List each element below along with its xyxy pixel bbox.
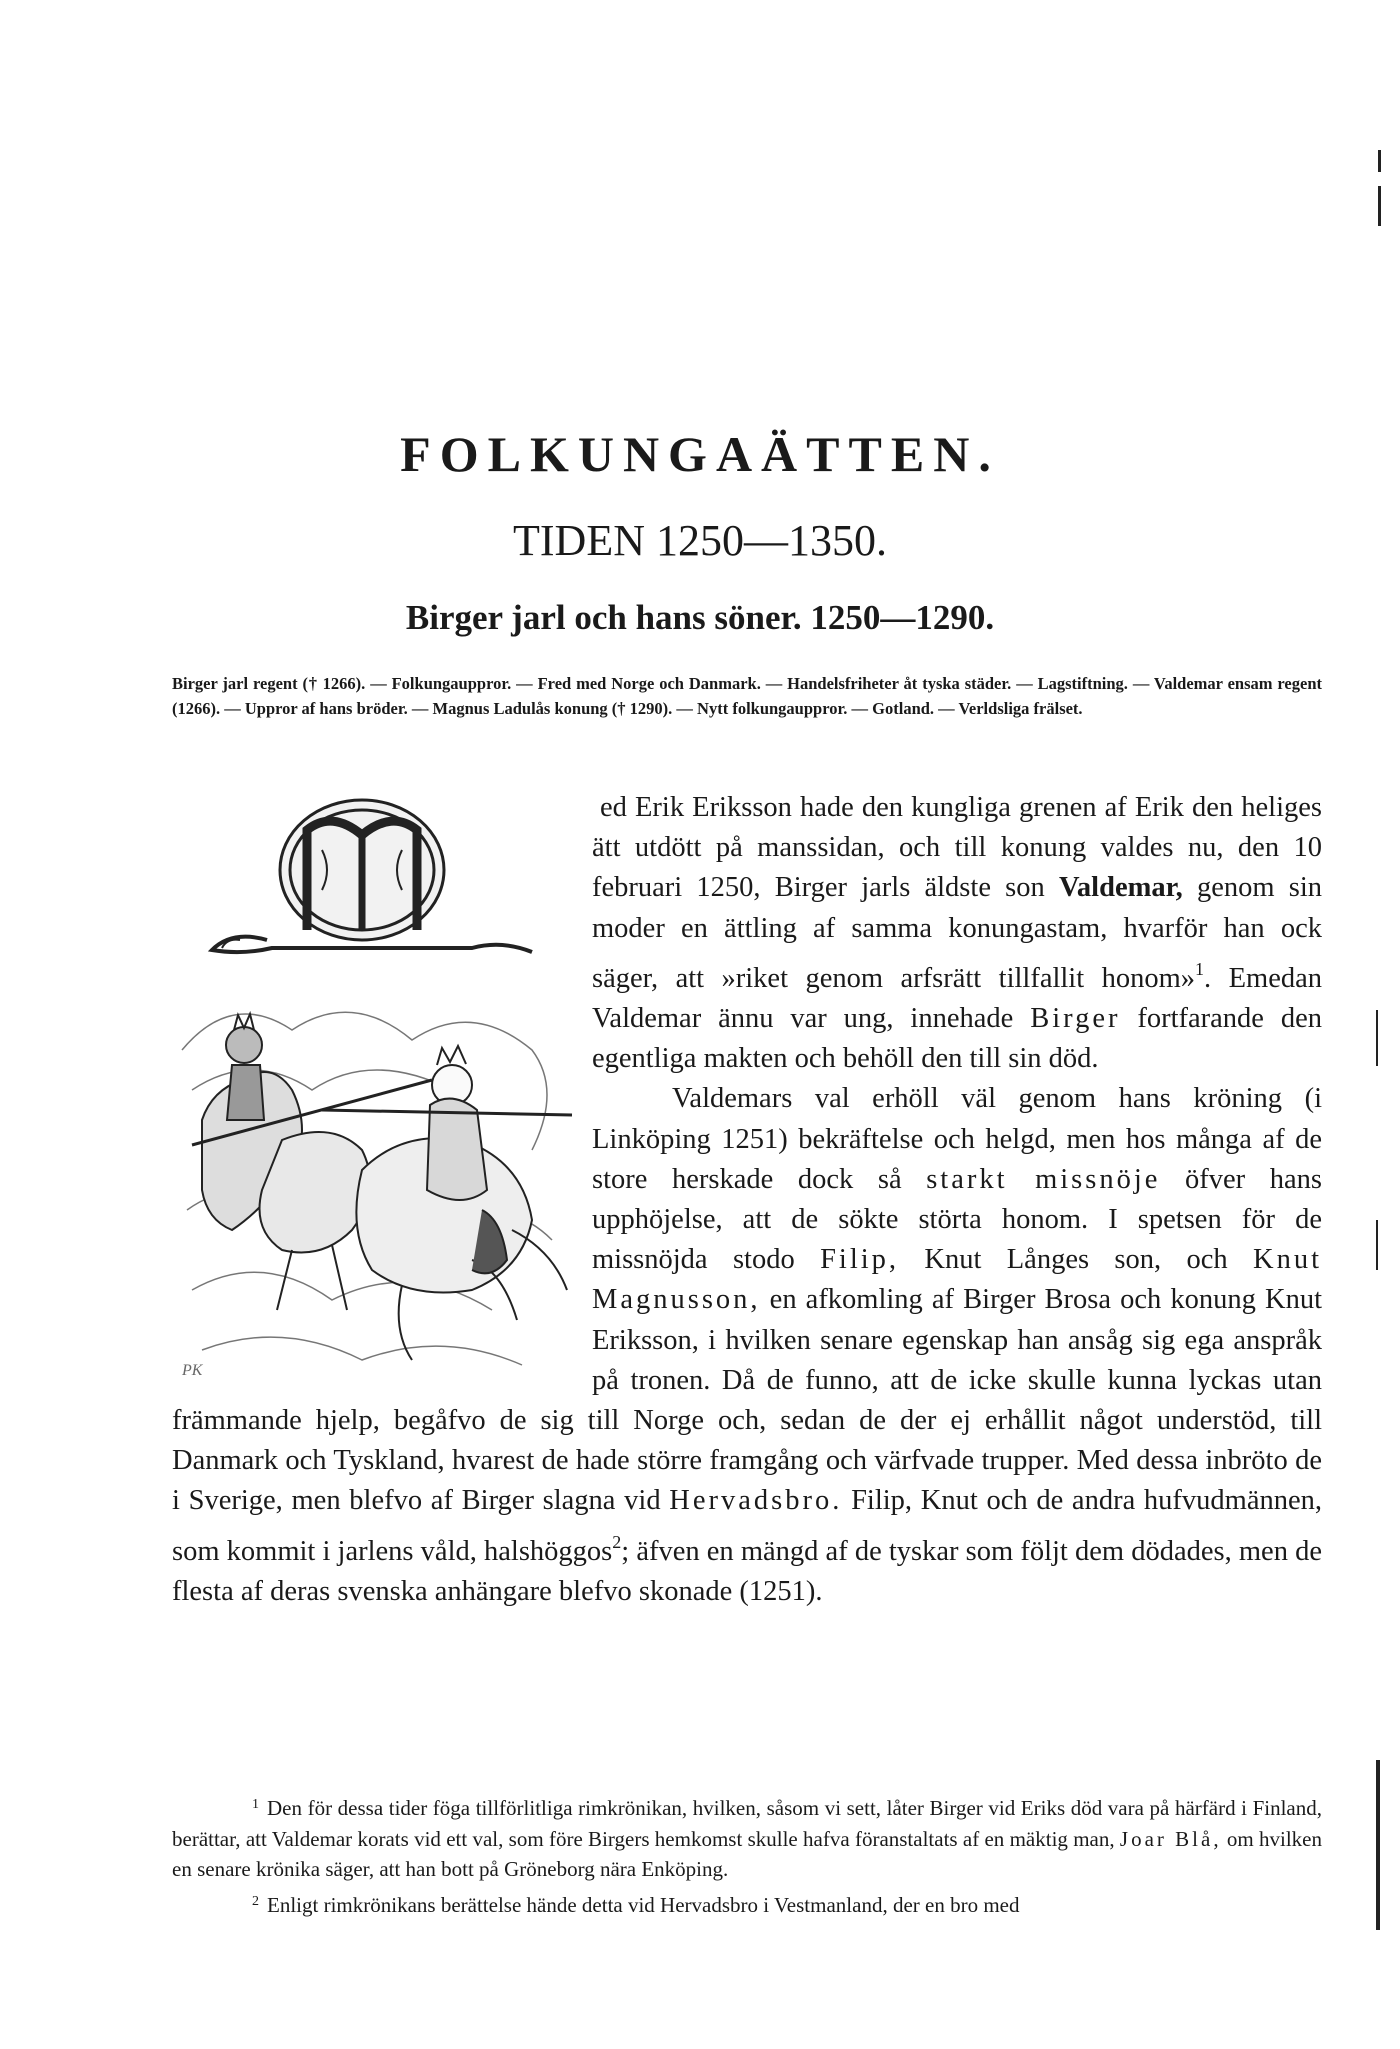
illustration-float-space (172, 788, 592, 1391)
chapter-title: FOLKUNGAÄTTEN. (400, 426, 1000, 482)
section-summary: Birger jarl regent († 1266). — Folkungauppror. — Fred med Norge och Danmark. — Handelsfriheter åt tyska städer. — Lagstiftning. — Valdemar ensam regent (1266). — Uppror af hans bröder. — Magnus Ladulås konung († 1290). — Nytt folkungauppror. — Gotland. — Verldsliga frälset. (172, 674, 1322, 718)
footnote-2-mark: 2 (252, 1893, 259, 1909)
text-run: öfver hans upphöjelse, att de sökte störta honom. I spetsen för de missnöjda stodo (592, 1163, 1322, 1276)
name-knut-magnusson: Knut Magnusson, (592, 1244, 1322, 1316)
chapter-subtitle: TIDEN 1250—1350. (513, 516, 887, 565)
text-run: Enligt rimkrönikans berättelse hände detta vid Hervadsbro i Vestmanland, der en bro med (267, 1892, 1020, 1917)
footnote-ref-2[interactable]: 2 (612, 1531, 622, 1552)
artist-signature: PK (182, 1362, 203, 1379)
text-run: genom sin moder en ättling af samma konungastam, hvarför han ock säger, att »riket genom arfsrätt tillfallit honom» (592, 872, 1322, 994)
name-filip: Filip, (820, 1244, 900, 1276)
footnote-1-mark: 1 (252, 1797, 259, 1812)
main-text (172, 788, 1322, 1612)
text-run: fortfarande den egentliga makten och behöll den till sin död. (592, 1003, 1322, 1075)
text-run: Filip, Knut och de andra hufvudmännen, som kommit i jarlens våld, halshöggos (172, 1485, 1323, 1567)
text-run: Den för dessa tider föga tillförlitliga rimkrönikan, hvilken, såsom vi sett, låter Birger vid Eriks död vara på härfärd i Finland, berättar, att Valdemar korats vid ett val, som före Birgers hemkomst skulle hafva föranstaltats af en mäktig man, (172, 1796, 1322, 1851)
scan-edge-mark-top-2 (1378, 186, 1381, 226)
text-run: . Emedan Valdemar ännu var ung, innehade (592, 962, 1322, 1035)
scan-edge-mark-top (1378, 150, 1381, 172)
footnote-2 (172, 1887, 1322, 1921)
emphasis-missnoje: starkt missnöje (926, 1163, 1161, 1195)
scan-edge-mark-mid-2 (1376, 1220, 1378, 1270)
footnote-1 (172, 1790, 1322, 1885)
scan-edge-mark-mid (1376, 1010, 1378, 1066)
name-joar-bla: Joar Blå, (1119, 1826, 1222, 1851)
place-hervadsbro: Hervadsbro. (669, 1485, 843, 1517)
footnote-ref-1[interactable]: 1 (1195, 958, 1205, 979)
text-run: en afkomling af Birger Brosa och konung Knut Eriksson, i hvilken senare egenskap han ansåg sig ega anspråk på tronen. Då de funno, att de icke skulle kunna lyckas utan främmande hjelp, begåfvo de sig till Norge och, sedan de der ej erhållit något understöd, till Danmark och Tyskland, hvarest de hade större framgång och värfvade trupper. Med dessa inbröto de i Sverige, men blefvo af Birger slagna vid (172, 1284, 1322, 1517)
name-birger: Birger (1030, 1003, 1121, 1035)
footnotes (172, 1790, 1322, 1922)
text-run: ed Erik Eriksson hade den kungliga grenen af Erik den heliges ätt utdött på manssidan, och till konung valdes nu, den 10 februari 1250, Birger jarls äldste son (592, 792, 1322, 904)
text-run: Valdemars val erhöll väl genom hans kröning (i Linköping 1251) bekräftelse och helgd, men hos många af de store herskade dock så (592, 1083, 1322, 1195)
text-run: Knut Långes son, och (899, 1244, 1253, 1276)
name-valdemar: Valdemar, (1058, 872, 1183, 904)
text-run: om hvilken en senare krönika säger, att han bott på Gröneborg nära Enköping. (172, 1826, 1322, 1881)
section-heading: Birger jarl och hans söner. 1250—1290. (405, 598, 995, 637)
scan-edge-mark-bottom (1376, 1760, 1380, 1930)
text-run: ; äfven en mängd af de tyskar som följt dem dödades, men de flesta af deras svenska anhängare blefvo skonade (1251). (172, 1535, 1322, 1607)
